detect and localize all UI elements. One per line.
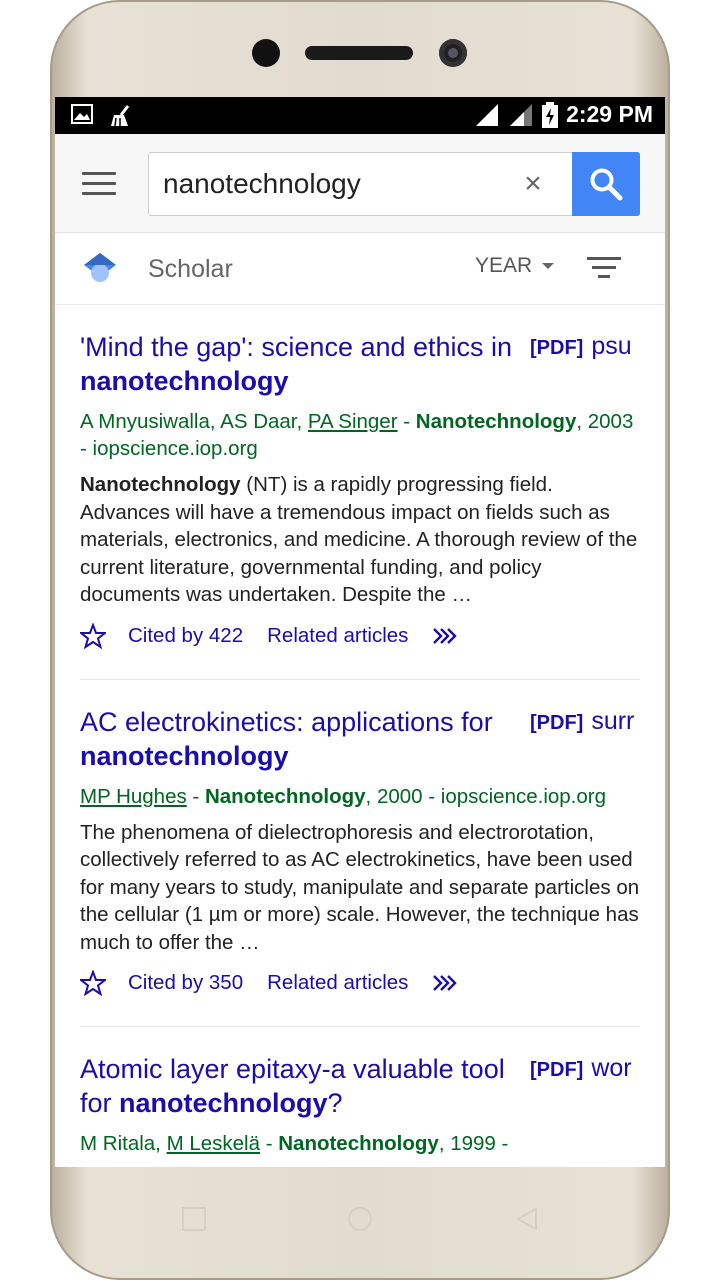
search-box	[148, 152, 640, 216]
author-link[interactable]: MP Hughes	[80, 784, 187, 808]
result-meta: M Ritala, M Leskelä - Nanotechnology, 1999 -	[80, 1132, 509, 1155]
more-options-icon[interactable]	[432, 627, 458, 645]
related-articles-link[interactable]: Related articles	[267, 623, 409, 647]
scholar-bar	[55, 233, 665, 305]
result-meta: MP Hughes - Nanotechnology, 2000 - iopscience.iop.org	[80, 784, 607, 808]
star-icon[interactable]	[80, 623, 106, 649]
result-actions	[80, 621, 640, 651]
home-button[interactable]	[348, 1207, 372, 1231]
more-options-icon[interactable]	[432, 974, 458, 992]
wifi-signal-icon	[474, 103, 500, 127]
front-camera	[252, 39, 280, 67]
result-title-link[interactable]: 'Mind the gap': science and ethics in nanotechnology	[80, 332, 513, 396]
screen	[55, 97, 665, 1167]
recent-apps-button[interactable]	[182, 1207, 206, 1231]
result-title-link[interactable]: Atomic layer epitaxy-a valuable tool for nanotechnology?	[80, 1054, 505, 1118]
year-filter-dropdown[interactable]	[475, 254, 554, 278]
pdf-link[interactable]: [PDF] wor	[530, 1054, 632, 1082]
scholar-label: Scholar	[148, 255, 233, 283]
result-item	[80, 680, 640, 1028]
author-link[interactable]: PA Singer	[307, 410, 398, 433]
filter-icon[interactable]	[587, 257, 621, 281]
cited-by-link[interactable]: Cited by 350	[128, 971, 244, 994]
result-actions	[80, 968, 640, 998]
year-filter-label: YEAR	[475, 254, 533, 277]
pdf-link[interactable]: [PDF] surr	[530, 706, 635, 735]
phone-top-sensors	[50, 34, 670, 74]
search-button[interactable]	[572, 152, 640, 216]
cleaner-notification-icon	[107, 104, 133, 128]
earpiece-speaker	[305, 46, 413, 60]
system-nav-bar	[55, 1167, 665, 1271]
author-link[interactable]: M Leskelä	[166, 1132, 261, 1155]
menu-icon[interactable]	[82, 172, 116, 196]
search-header	[55, 134, 665, 233]
image-notification-icon	[71, 104, 93, 124]
results-list	[55, 305, 665, 1167]
result-item	[80, 1027, 640, 1167]
chevron-down-icon	[542, 263, 554, 269]
battery-charging-icon	[542, 102, 558, 128]
status-bar	[55, 97, 665, 134]
result-snippet: Nanotechnology (NT) is a rapidly progressing field. Advances will have a tremendous impact on fields such as materials, electronics, and medicine. A thorough review of the current literature, governmental funding, and policy documents was undertaken. Despite the …	[80, 473, 638, 606]
back-icon[interactable]	[515, 1207, 539, 1231]
result-meta: A Mnyusiwalla, AS Daar, PA Singer - Nanotechnology, 2003 - iopscience.iop.org	[80, 410, 634, 460]
result-title-link[interactable]: AC electrokinetics: applications for nanotechnology	[80, 706, 493, 771]
result-snippet: The phenomena of dielectrophoresis and electrorotation, collectively referred to as AC electrokinetics, have been used for many years to study, manipulate and separate particles on the cellular (1 µm or more) scale. However, the technique has much to offer the …	[80, 820, 640, 954]
cell-signal-icon	[508, 103, 534, 127]
star-icon[interactable]	[80, 970, 106, 996]
scholar-logo-icon	[82, 251, 118, 285]
search-input[interactable]	[163, 165, 503, 203]
related-articles-link[interactable]: Related articles	[267, 971, 409, 994]
result-item	[80, 305, 640, 680]
proximity-sensor	[439, 39, 467, 67]
pdf-link[interactable]: [PDF] psu	[530, 332, 632, 360]
cited-by-link[interactable]: Cited by 422	[128, 623, 244, 647]
search-icon	[589, 167, 623, 201]
clear-search-button[interactable]: ×	[524, 167, 542, 200]
status-time: 2:29 PM	[566, 101, 653, 127]
